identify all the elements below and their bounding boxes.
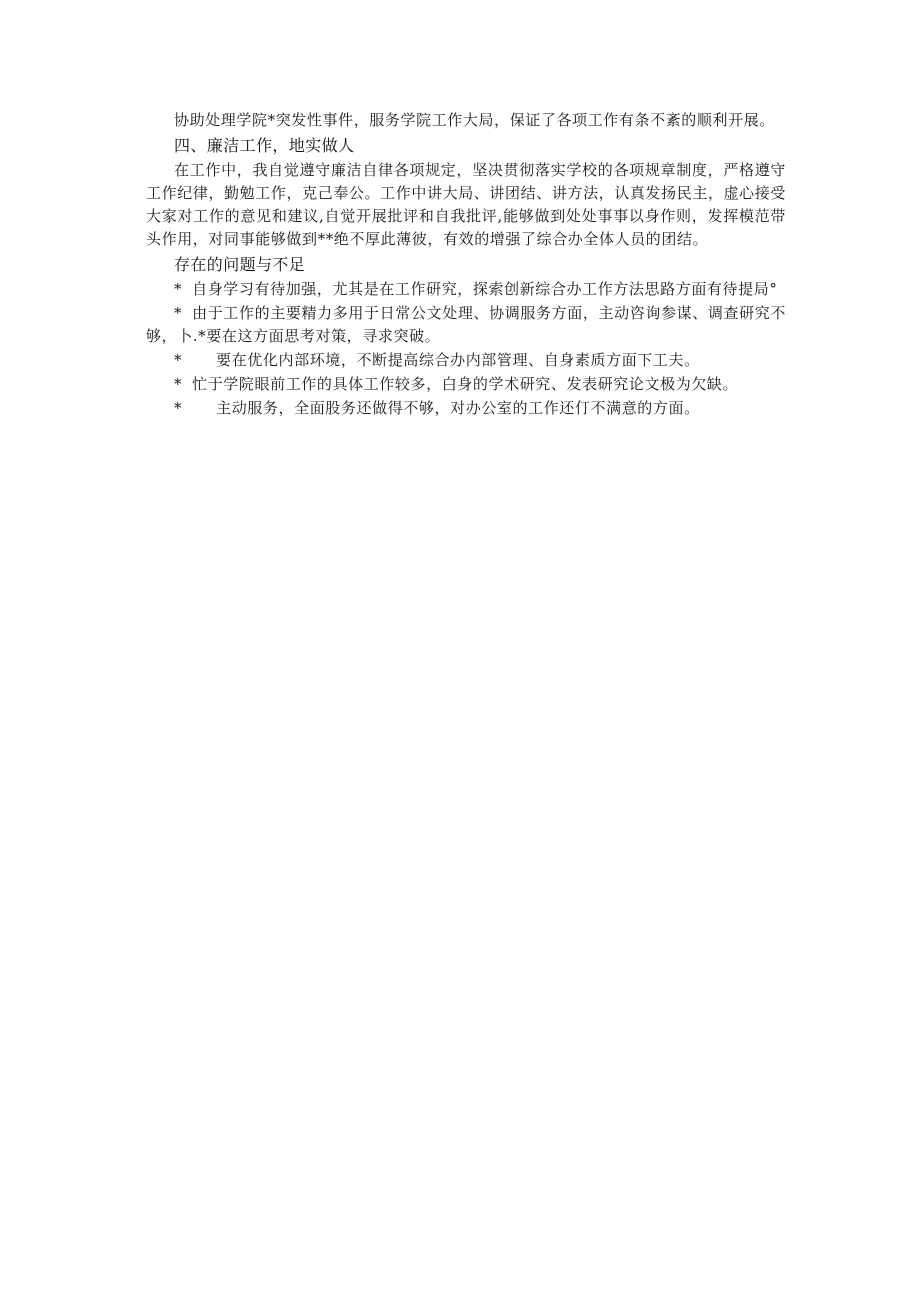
problem-item xyxy=(146,278,786,301)
intro-paragraph: 协助处理学院*突发性事件，服务学院工作大局，保证了各项工作有条不紊的顺利开展。 xyxy=(174,111,775,129)
bullet-marker: * xyxy=(174,304,183,322)
problem-item xyxy=(146,397,786,420)
problem-item-text: 要在优化内部环境，不断提高综合办内部管理、自身素质方面下工夫。 xyxy=(216,351,700,369)
section-four-paragraph: 在工作中，我自觉遵守廉洁自律各项规定，坚决贯彻落实学校的各项规章制度，严格遵守工作纪律，勤勉工作，克己奉公。工作中讲大局、讲团结、讲方法，认真发扬民主，虚心接受大家对工作的意见和建议,自觉开展批评和自我批评,能够做到处处事事以身作则，发挥模范带头作用，对同事能够做到**绝不厚此薄彼，有效的增强了综合办全体人员的团结。 xyxy=(146,161,786,248)
problem-item xyxy=(146,373,786,396)
problems-heading: 存在的问题与不足 xyxy=(174,255,306,274)
problem-item-text: 由于工作的主要精力多用于日常公文处理、协调服务方面，主动咨询参谋、调查研究不够，卜.*要在这方面思考对策，寻求突破。 xyxy=(146,304,786,345)
bullet-marker: * xyxy=(174,399,183,417)
document-body xyxy=(146,109,786,421)
section-four-heading: 四、廉洁工作，地实做人 xyxy=(174,136,355,155)
problem-item-text: 自身学习有待加强，尤其是在工作研究，探索创新综合办工作方法思路方面有待提局° xyxy=(192,280,778,298)
problem-item xyxy=(146,349,786,372)
bullet-marker: * xyxy=(174,351,183,369)
problem-item-text: 忙于学院眼前工作的具体工作较多，白身的学术研究、发表研究论文极为欠缺。 xyxy=(192,375,739,393)
bullet-marker: * xyxy=(174,375,183,393)
problem-item xyxy=(146,302,786,348)
problem-item-text: 主动服务，全面股务还做得不够，对办公室的工作还仃不满意的方面。 xyxy=(216,399,700,417)
bullet-marker: * xyxy=(174,280,183,298)
